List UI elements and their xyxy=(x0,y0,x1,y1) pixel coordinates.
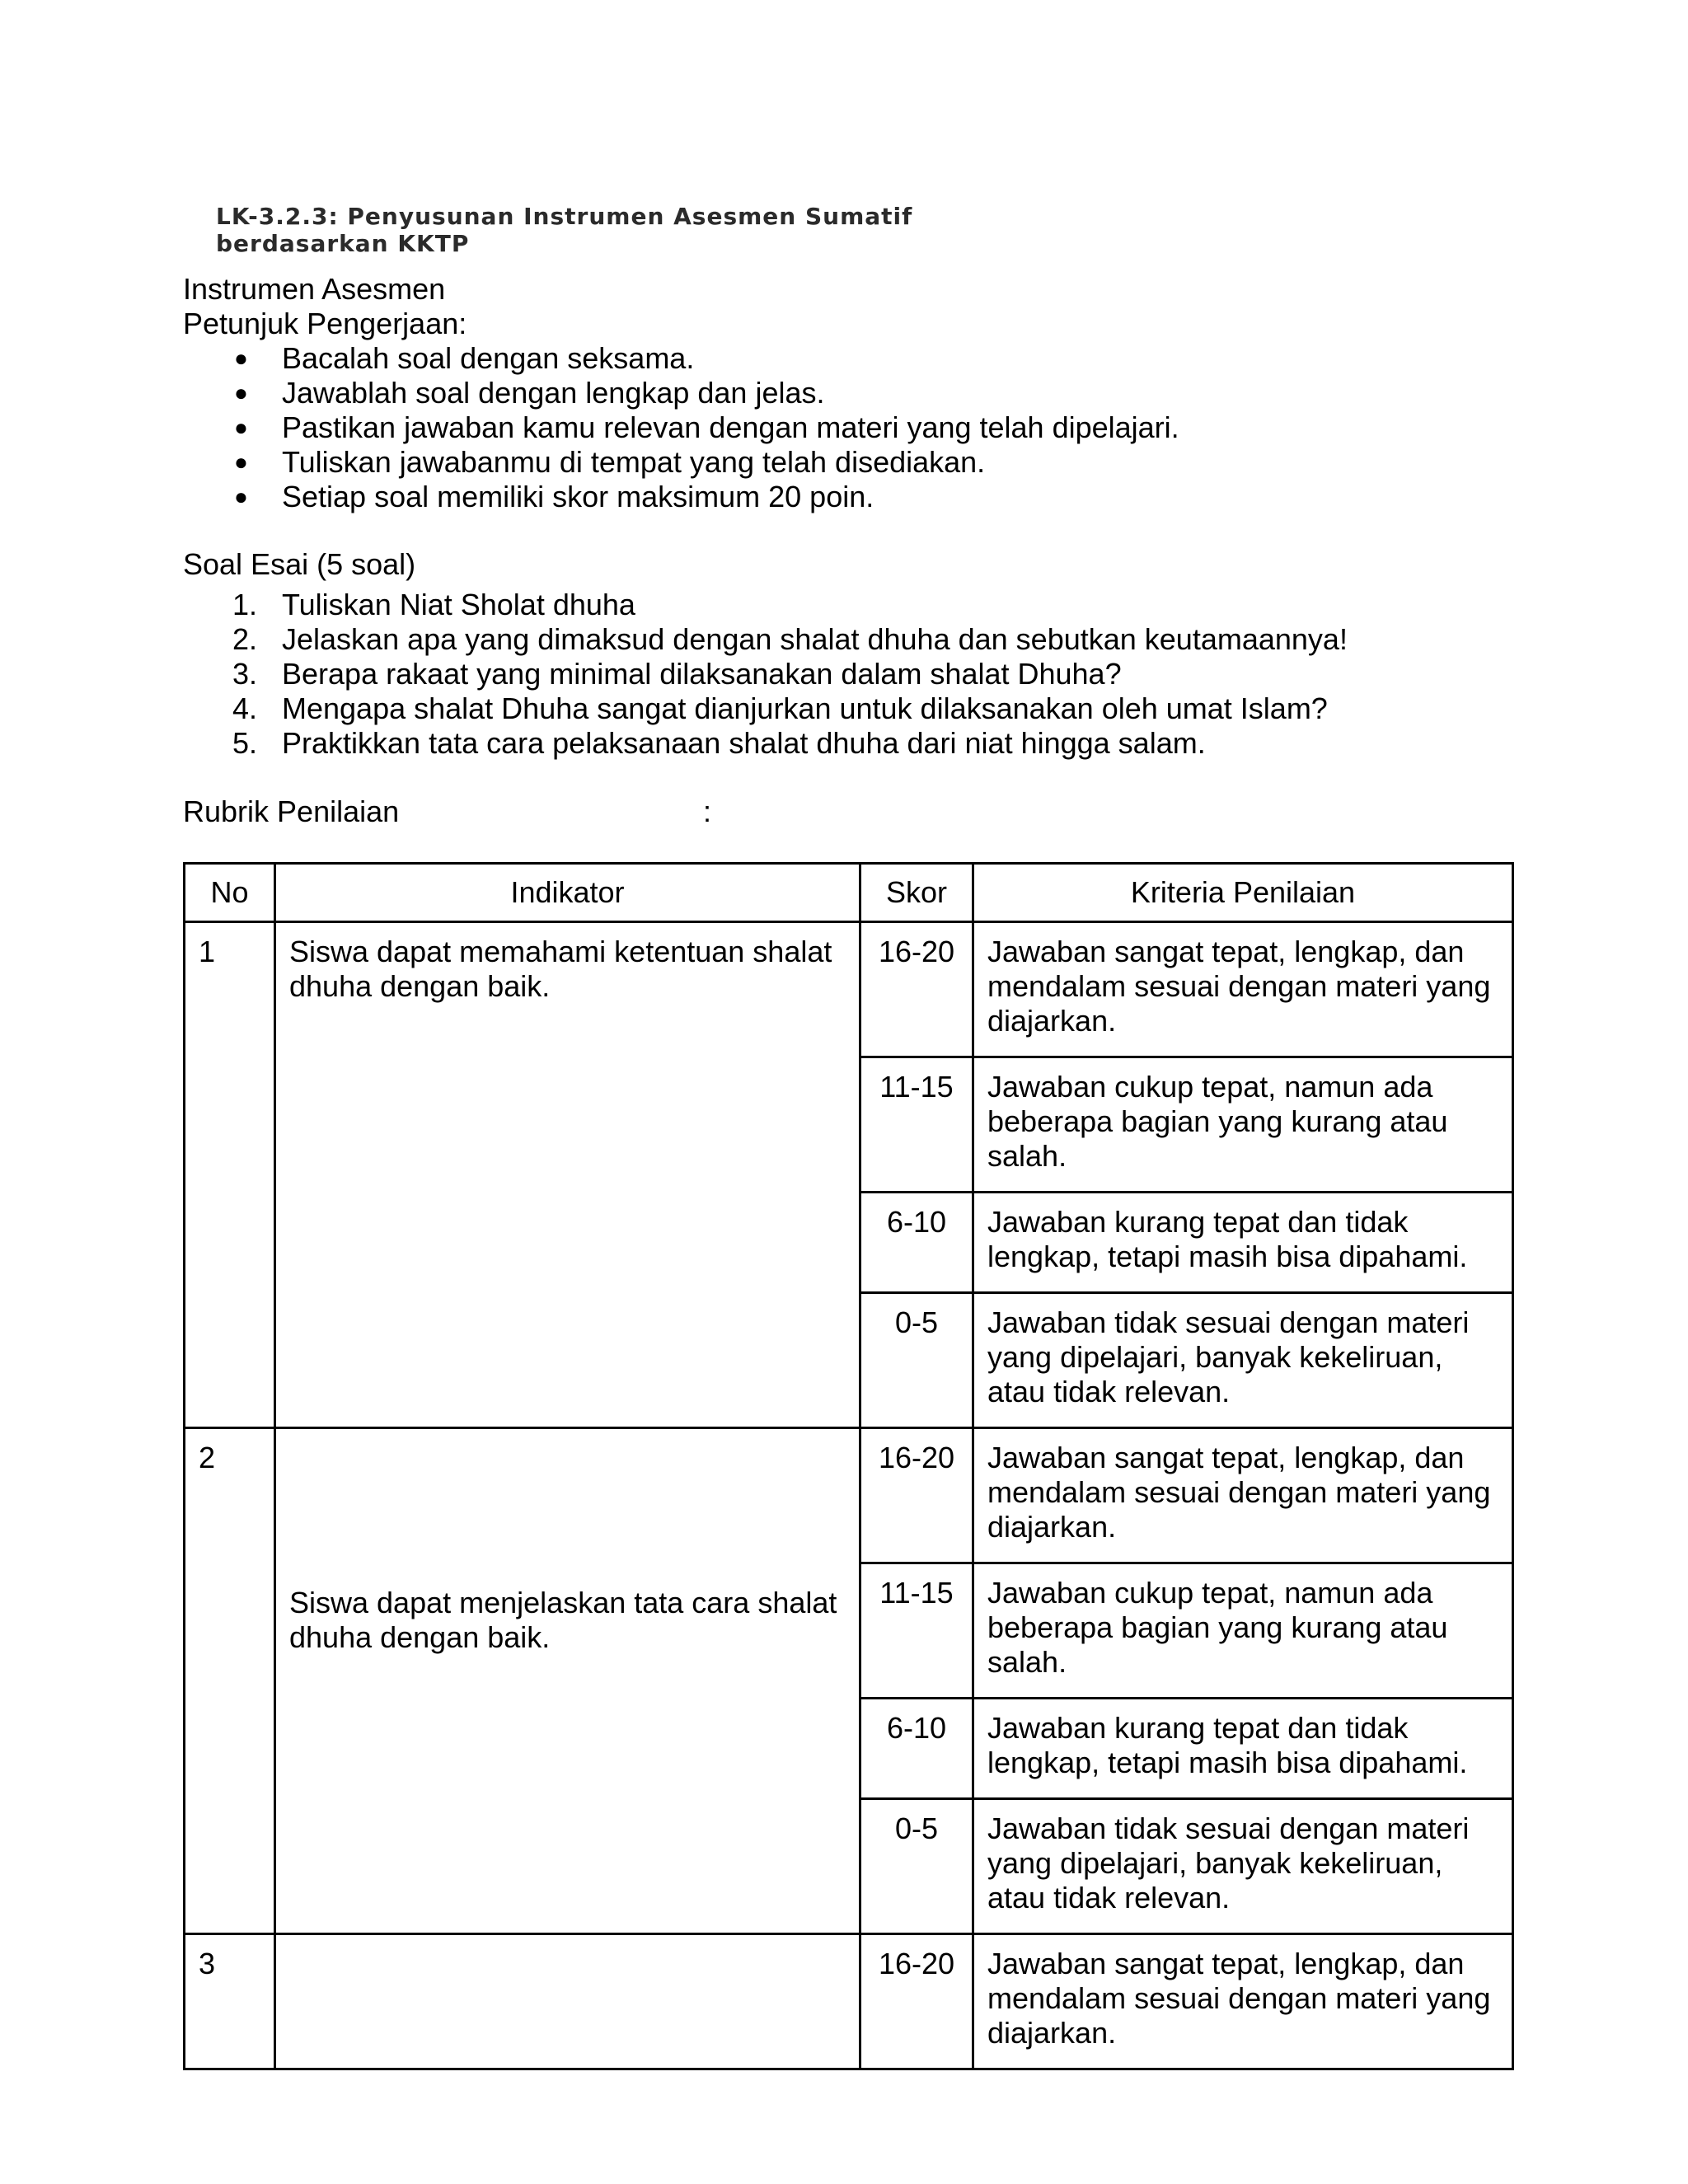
list-item: 3. Berapa rakaat yang minimal dilaksanakan dalam shalat Dhuha? xyxy=(232,657,1122,691)
list-item: 5. Praktikkan tata cara pelaksanaan shalat dhuha dari niat hingga salam. xyxy=(232,726,1206,760)
skor-cell: 11-15 xyxy=(860,1563,973,1699)
kriteria-cell: Jawaban sangat tepat, lengkap, dan mendalam sesuai dengan materi yang diajarkan. xyxy=(973,922,1513,1057)
list-item: ● Jawablah soal dengan lengkap dan jelas. xyxy=(234,376,825,410)
list-item: ● Bacalah soal dengan seksama. xyxy=(234,341,695,375)
list-item: ● Tuliskan jawabanmu di tempat yang telah disediakan. xyxy=(234,445,986,479)
no-cell: 2 xyxy=(185,1428,275,1934)
bullet-icon: ● xyxy=(234,380,248,405)
document-title xyxy=(216,203,912,257)
rubrik-label: Rubrik Penilaian xyxy=(183,794,400,828)
bullet-icon: ● xyxy=(234,345,248,371)
petunjuk-label: Petunjuk Pengerjaan: xyxy=(183,307,467,340)
petunjuk-list xyxy=(183,341,1179,514)
no-cell: 3 xyxy=(185,1934,275,2069)
header-skor: Skor xyxy=(860,864,973,922)
list-item: 2. Jelaskan apa yang dimaksud dengan shalat dhuha dan sebutkan keutamaannya! xyxy=(232,622,1348,656)
list-number: 3. xyxy=(232,657,258,691)
list-number: 1. xyxy=(232,588,258,621)
kriteria-cell: Jawaban sangat tepat, lengkap, dan mendalam sesuai dengan materi yang diajarkan. xyxy=(973,1428,1513,1563)
kriteria-cell: Jawaban kurang tepat dan tidak lengkap, tetapi masih bisa dipahami. xyxy=(973,1699,1513,1799)
instrumen-heading: Instrumen Asesmen xyxy=(183,272,446,306)
skor-cell: 6-10 xyxy=(860,1699,973,1799)
skor-cell: 6-10 xyxy=(860,1193,973,1293)
title-line-1: LK-3.2.3: Penyusunan Instrumen Asesmen Sumatif xyxy=(216,203,913,230)
kriteria-cell: Jawaban tidak sesuai dengan materi yang dipelajari, banyak kekeliruan, atau tidak relevan. xyxy=(973,1799,1513,1934)
indikator-cell xyxy=(275,1934,860,2069)
kriteria-cell: Jawaban cukup tepat, namun ada beberapa bagian yang kurang atau salah. xyxy=(973,1563,1513,1699)
table-row xyxy=(185,922,1513,1057)
kriteria-cell: Jawaban sangat tepat, lengkap, dan mendalam sesuai dengan materi yang diajarkan. xyxy=(973,1934,1513,2069)
header-indikator: Indikator xyxy=(275,864,860,922)
skor-cell: 0-5 xyxy=(860,1293,973,1428)
table-row xyxy=(185,1428,1513,1563)
no-cell: 1 xyxy=(185,922,275,1428)
header-no: No xyxy=(185,864,275,922)
skor-cell: 16-20 xyxy=(860,922,973,1057)
rubrik-colon: : xyxy=(703,794,712,828)
rubric-table xyxy=(183,862,1514,2070)
indikator-cell: Siswa dapat memahami ketentuan shalat dhuha dengan baik. xyxy=(275,922,860,1428)
table-header-row xyxy=(185,864,1513,922)
list-item: 1. Tuliskan Niat Sholat dhuha xyxy=(232,588,635,621)
skor-cell: 16-20 xyxy=(860,1428,973,1563)
list-item: 4. Mengapa shalat Dhuha sangat dianjurkan untuk dilaksanakan oleh umat Islam? xyxy=(232,691,1328,725)
table-row xyxy=(185,1934,1513,2069)
kriteria-cell: Jawaban kurang tepat dan tidak lengkap, tetapi masih bisa dipahami. xyxy=(973,1193,1513,1293)
bullet-icon: ● xyxy=(234,484,248,509)
list-item: ● Pastikan jawaban kamu relevan dengan materi yang telah dipelajari. xyxy=(234,410,1179,444)
list-number: 4. xyxy=(232,691,258,725)
skor-cell: 0-5 xyxy=(860,1799,973,1934)
title-line-2: berdasarkan KKTP xyxy=(216,230,470,257)
kriteria-cell: Jawaban tidak sesuai dengan materi yang dipelajari, banyak kekeliruan, atau tidak relevan. xyxy=(973,1293,1513,1428)
list-number: 2. xyxy=(232,622,258,656)
bullet-icon: ● xyxy=(234,449,248,475)
soal-list xyxy=(183,588,1348,761)
header-kriteria: Kriteria Penilaian xyxy=(973,864,1513,922)
list-item: ● Setiap soal memiliki skor maksimum 20 poin. xyxy=(234,480,874,513)
list-number: 5. xyxy=(232,726,258,760)
skor-cell: 16-20 xyxy=(860,1934,973,2069)
bullet-icon: ● xyxy=(234,415,248,440)
indikator-cell: Siswa dapat menjelaskan tata cara shalat dhuha dengan baik. xyxy=(275,1428,860,1934)
kriteria-cell: Jawaban cukup tepat, namun ada beberapa bagian yang kurang atau salah. xyxy=(973,1057,1513,1193)
soal-label: Soal Esai (5 soal) xyxy=(183,547,416,581)
skor-cell: 11-15 xyxy=(860,1057,973,1193)
